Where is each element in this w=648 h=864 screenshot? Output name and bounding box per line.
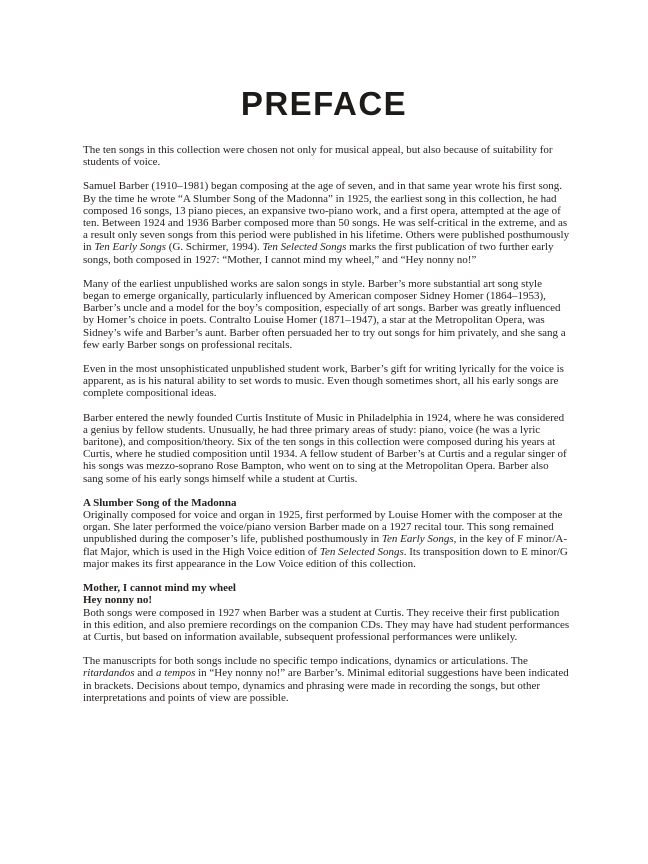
text-run: Even in the most unsophisticated unpublished student work, Barber’s gift for writing lyrically for the voice is apparent, as is his natural ability to set words to music. Even though sometimes short, all his early songs are complete compositional ideas. [83, 363, 564, 400]
text-run: Originally composed for voice and organ in 1925, first performed by Louise Homer with the composer at the organ. She later performed the voice/piano version Barber made on a 1927 recital tour. This song remained unpublished during the composer’s life, published posthumously in [83, 509, 563, 546]
text-run: The manuscripts for both songs include no specific tempo indications, dynamics or articulations. The [83, 655, 528, 668]
song-heading-slumber [83, 497, 570, 509]
book-title-italic: Ten Selected Songs [319, 545, 404, 558]
book-title-italic: Ten Early Songs [94, 241, 167, 254]
text-run: Many of the earliest unpublished works are salon songs in style. Barber’s more substantial art song style began to emerge organically, particularly influenced by American composer Sidney Homer (1864–1953), Barber’s uncle and a model for the boy’s composition, especially of art songs. Barber was greatly influenced by Homer’s choice in poets. Contralto Louise Homer (1871–1947), a star at the Metropolitan Opera, was Sidney’s wife and Barber’s aunt. Barber often persuaded her to try out songs for him privately, and she sang a few early Barber songs on professional recitals. [83, 277, 566, 351]
text-run: Samuel Barber (1910–1981) began composing at the age of seven, and in that same year wrote his first song. By the time he wrote “A Slumber Song of the Madonna” in 1925, the earliest song in this collection, he had composed 16 songs, 13 piano pieces, an expansive two-piano work, and a first opera, attempted at the age of ten. Between 1924 and 1936 Barber composed more than 50 songs. He was self-critical in the extreme, and as a result only seven songs from this period were published in his lifetime. Others were published posthumously in [83, 180, 570, 254]
term-italic: a tempos [155, 667, 196, 680]
book-title-italic: Ten Selected Songs [262, 241, 347, 254]
book-title-italic: Ten Early Songs [381, 533, 454, 546]
text-run: Hey nonny no! [83, 594, 153, 607]
text-run: (G. Schirmer, 1994). [166, 241, 263, 254]
slumber-song-paragraph [83, 509, 570, 570]
both-songs-paragraph [83, 607, 570, 644]
manuscripts-paragraph [83, 655, 570, 704]
text-run: . Its transposition down to E minor/G major makes its first appearance in the Low Voice edition of this collection. [83, 545, 568, 570]
term-italic: ritardandos [83, 667, 135, 680]
lyric-gift-paragraph [83, 363, 570, 400]
text-run: Mother, I cannot mind my wheel [83, 582, 236, 595]
text-run: and [134, 667, 156, 680]
song-heading-hey-nonny [83, 594, 570, 606]
text-run: marks the first publication of two further early songs, both composed in 1927: “Mother, I cannot mind my wheel,” and “Hey nonny no!” [83, 241, 554, 266]
text-run: A Slumber Song of the Madonna [83, 496, 237, 509]
text-run: in “Hey nonny no!” are Barber’s. Minimal editorial suggestions have been indicated in brackets. Decisions about tempo, dynamics and phrasing were made in recording the songs, but other interpretations and points of view are possible. [83, 667, 569, 704]
text-run: Both songs were composed in 1927 when Barber was a student at Curtis. They receive their first publication in this edition, and also premiere recordings on the companion CDs. They may have had student performances at Curtis, but based on information available, subsequent professional performances were unlikely. [83, 606, 570, 643]
curtis-paragraph [83, 412, 570, 485]
page-title: PREFACE [240, 85, 408, 122]
text-run: The ten songs in this collection were chosen not only for musical appeal, but also because of suitability for students of voice. [83, 144, 553, 169]
salon-songs-paragraph [83, 278, 570, 351]
text-run: Barber entered the newly founded Curtis Institute of Music in Philadelphia in 1924, where he was considered a genius by fellow students. Unusually, he had three primary areas of study: piano, voice (he was a lyric baritone), and composition/theory. Six of the ten songs in this collection were composed during his years at Curtis, where he studied composition until 1934. A fellow student of Barber’s at Curtis and a regular singer of his songs was mezzo-soprano Rose Bampton, who went on to sing at the Metropolitan Opera. Barber also sang some of his early songs himself while a student at Curtis. [83, 411, 567, 485]
body-text [83, 144, 570, 704]
barber-biography-paragraph [83, 180, 570, 265]
intro-paragraph [83, 144, 570, 168]
text-run: , in the key of F minor/A-flat Major, which is used in the High Voice edition of [83, 533, 567, 558]
song-heading-mother [83, 582, 570, 594]
